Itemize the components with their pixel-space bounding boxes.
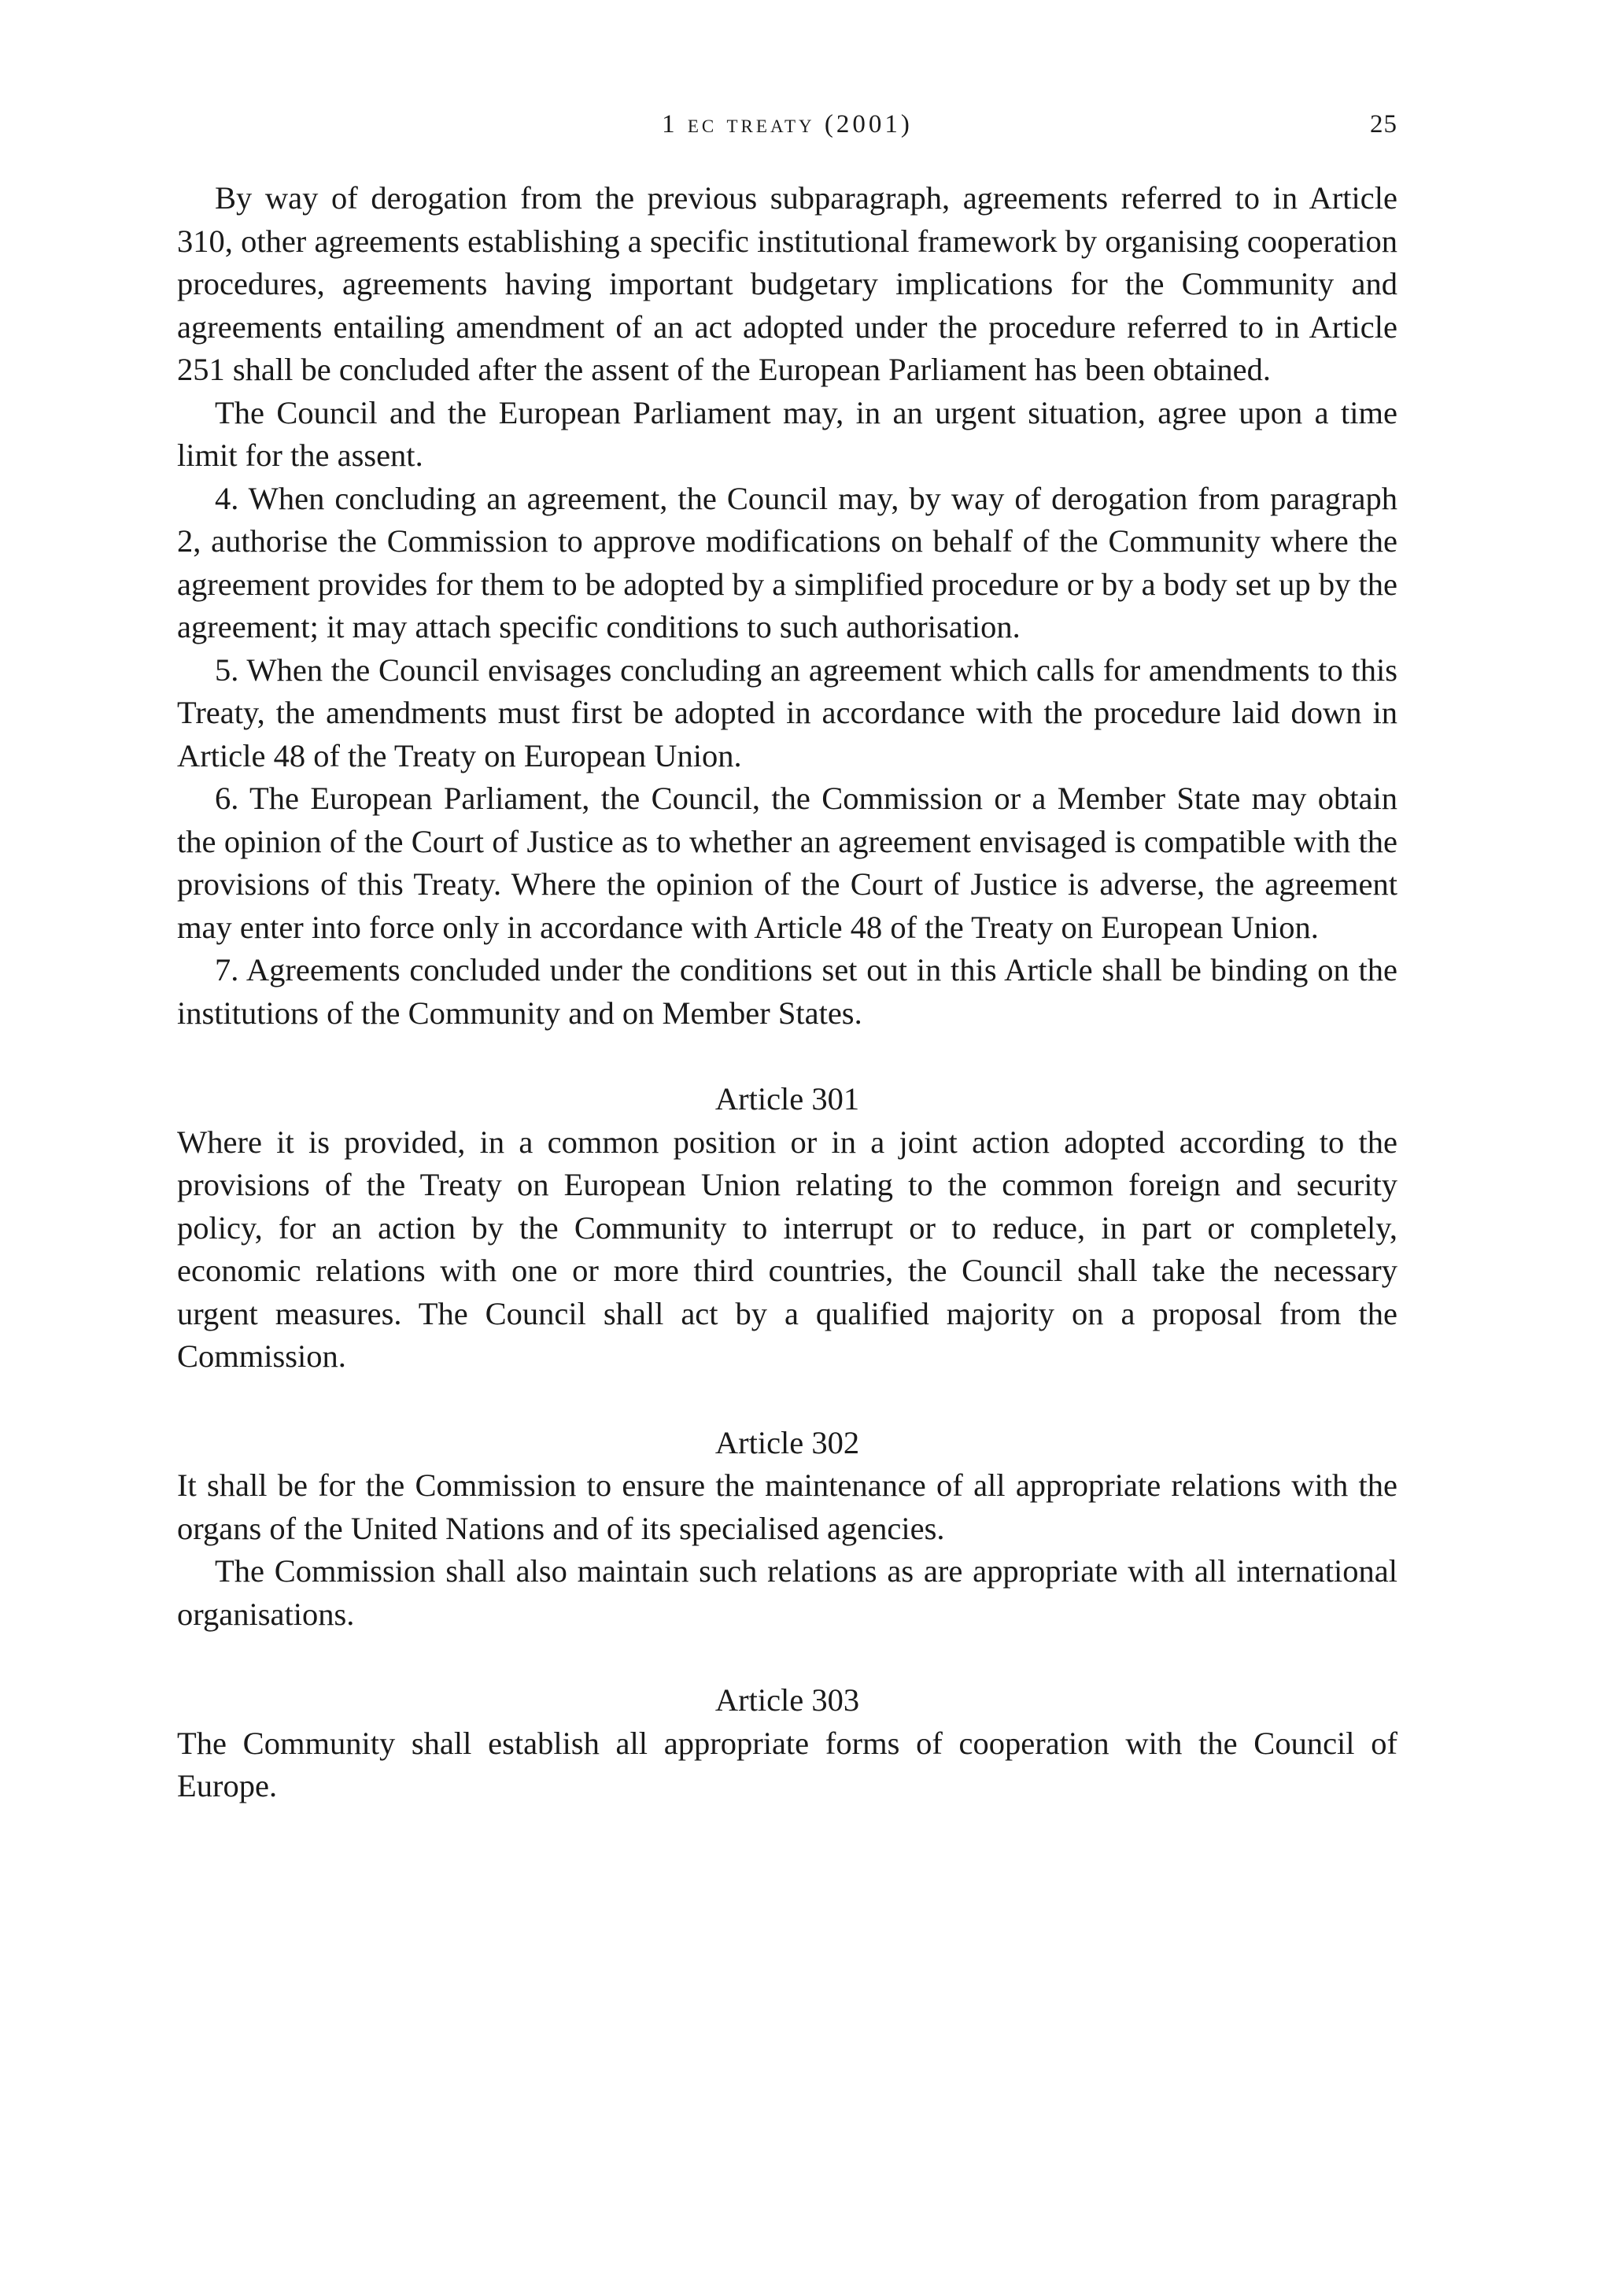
article-301-heading: Article 301 [714,1081,860,1117]
paragraph-6: 6. The European Parliament, the Council, the Commission or a Member State may obtain the opinion of the Court of Justice as to whether an agreement envisaged is compatible with the provisions of this Treaty. Where the opinion of the Court of Justice is adverse, the agreement may enter into force only in accordance with Article 48 of the Treaty on European Union. [177,781,1397,945]
article-302-text-2: The Commission shall also maintain such relations as are appropriate with all international organisations. [177,1553,1397,1632]
paragraph-7: 7. Agreements concluded under the conditions set out in this Article shall be binding on the institutions of the Community and on Member States. [177,952,1397,1031]
spacer [177,1636,1397,1679]
page-number: 25 [1370,110,1397,138]
article-303-heading: Article 303 [714,1682,860,1718]
article-302-heading: Article 302 [714,1424,860,1460]
paragraph-5: 5. When the Council envisages concluding an agreement which calls for amendments to this Treaty, the amendments must first be adopted in accordance with the procedure laid down in Article 48 of the Treaty on European Union. [177,652,1397,773]
running-title: 1 ec treaty (2001) [662,110,913,138]
article-303-text: The Community shall establish all appropriate forms of cooperation with the Council of Europe. [177,1725,1397,1803]
spacer [177,1035,1397,1078]
paragraph-time-limit: The Council and the European Parliament may, in an urgent situation, agree upon a time limit for the assent. [177,394,1397,473]
paragraph-derogation: By way of derogation from the previous subparagraph, agreements referred to in Article 310, other agreements establishing a specific institutional framework by organising cooperation procedures, agreements having important budgetary implications for the Community and agreements entailing amendment of an act adopted under the procedure referred to in Article 251 shall be concluded after the assent of the European Parliament has been obtained. [177,180,1397,387]
body-text [177,177,1397,1808]
running-head [177,110,1397,149]
article-302-text: It shall be for the Commission to ensure the maintenance of all appropriate relations with the organs of the United Nations and of its specialised agencies. [177,1467,1397,1546]
article-301-text: Where it is provided, in a common position or in a joint action adopted according to the provisions of the Treaty on European Union relating to the common foreign and security policy, for an action by the Community to interrupt or to reduce, in part or completely, economic relations with one or more third countries, the Council shall take the necessary urgent measures. The Council shall act by a qualified majority on a proposal from the Commission. [177,1124,1397,1374]
paragraph-4: 4. When concluding an agreement, the Council may, by way of derogation from paragraph 2, authorise the Commission to approve modifications on behalf of the Community where the agreement provides for them to be adopted by a simplified procedure or by a body set up by the agreement; it may attach specific conditions to such authorisation. [177,480,1397,644]
spacer [177,1379,1397,1422]
